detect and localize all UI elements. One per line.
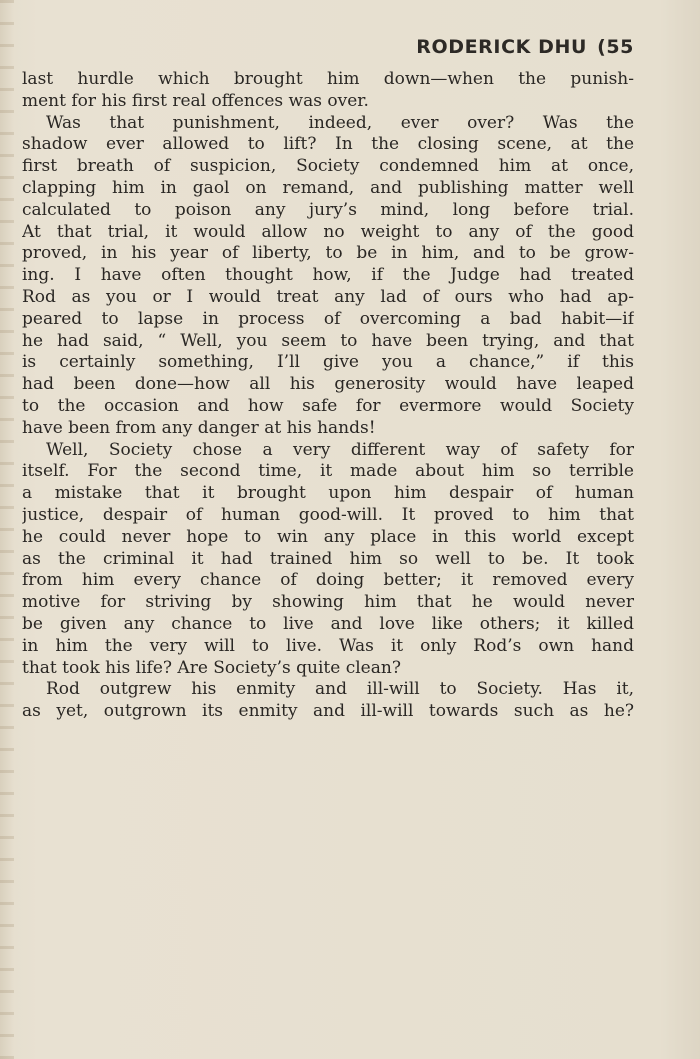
page-number: (55 [597,36,634,58]
text-line: a mistake that it brought upon him despair of human [22,483,634,504]
text-line: ing. I have often thought how, if the Judge had treated [22,265,634,286]
text-line: proved, in his year of liberty, to be in him, and to be grow- [22,243,634,264]
text-line: At that trial, it would allow no weight to any of the good [22,221,634,242]
text-line: last hurdle which brought him down—when the punish- [22,69,634,89]
text-line: motive for striving by showing him that he would never [22,592,634,613]
text-line: is certainly something, I’ll give you a chance,” if this [22,352,634,373]
text-line: have been from any danger at his hands! [22,417,376,438]
page-spine-edge [0,0,14,1059]
text-line: as yet, outgrown its enmity and ill-will towards such as he? [22,701,634,722]
running-title: RODERICK DHU [416,36,588,58]
text-line: to the occasion and how safe for evermore would Society [22,395,634,416]
text-line: first breath of suspicion, Society condemned him at once, [22,156,634,177]
text-line: as the criminal it had trained him so well to be. It took [22,548,634,569]
text-line: Was that punishment, indeed, ever over? Was the [46,112,634,133]
text-line: from him every chance of doing better; it removed every [22,570,634,591]
text-line: be given any chance to live and love like others; it killed [22,613,634,634]
text-line: shadow ever allowed to lift? In the closing scene, at the [22,134,634,155]
text-line: justice, despair of human good-will. It proved to him that [22,504,634,525]
body-text [22,69,634,723]
text-line: he could never hope to win any place in this world except [22,526,634,547]
text-line: he had said, “ Well, you seem to have been trying, and that [22,330,634,351]
text-line: Well, Society chose a very different way of safety for [46,439,634,460]
text-line: clapping him in gaol on remand, and publishing matter well [22,177,634,198]
text-line: itself. For the second time, it made about him so terrible [22,461,634,482]
text-line: that took his life? Are Society’s quite clean? [22,657,401,678]
text-line: in him the very will to live. Was it only Rod’s own hand [22,635,634,656]
text-line: peared to lapse in process of overcoming a bad habit—if [22,308,634,329]
text-line: had been done—how all his generosity would have leaped [22,374,634,395]
text-line: Rod as you or I would treat any lad of ours who had ap- [22,286,634,307]
text-line: ment for his first real offences was over. [22,90,369,111]
running-header [416,36,634,58]
text-line: calculated to poison any jury’s mind, long before trial. [22,199,634,220]
text-line: Rod outgrew his enmity and ill-will to Society. Has it, [46,679,634,700]
